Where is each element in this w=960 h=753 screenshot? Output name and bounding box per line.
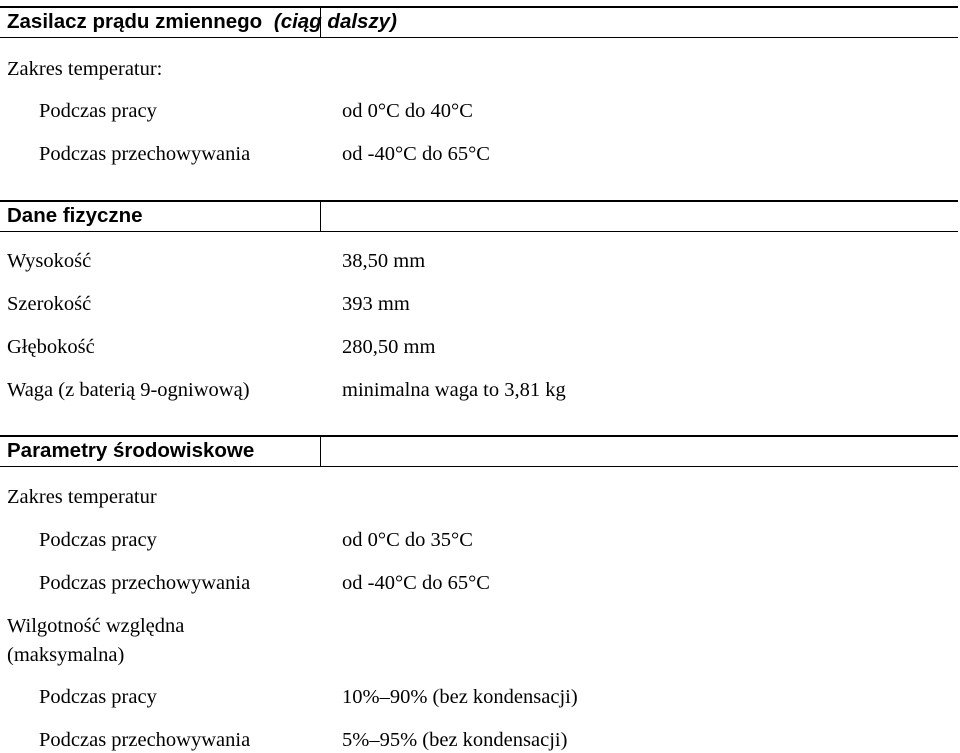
weight-value: minimalna waga to 3,81 kg — [342, 379, 566, 401]
env-operating-value: od 0°C do 35°C — [342, 529, 473, 551]
height-value: 38,50 mm — [342, 250, 426, 272]
depth-label: Głębokość — [7, 336, 95, 358]
weight-label: Waga (z baterią 9-ogniwową) — [7, 379, 250, 401]
section-header-ac-adapter — [0, 6, 958, 38]
section-header-physical — [0, 200, 958, 232]
width-label: Szerokość — [7, 293, 92, 315]
section-title: Dane fizyczne — [7, 204, 143, 227]
temp-range-label: Zakres temperatur: — [7, 58, 163, 80]
humidity-label-line2: (maksymalna) — [7, 644, 125, 666]
storage-value: od -40°C do 65°C — [342, 143, 490, 165]
section-title: Zasilacz prądu zmiennego — [7, 10, 263, 33]
env-storage-label: Podczas przechowywania — [39, 572, 251, 594]
env-storage-value: od -40°C do 65°C — [342, 572, 490, 594]
section-header-environment — [0, 435, 958, 467]
humidity-label-line1: Wilgotność względna — [7, 615, 185, 637]
operating-label: Podczas pracy — [39, 100, 157, 122]
section-title-suffix: (ciąg dalszy) — [273, 10, 397, 33]
humidity-operating-label: Podczas pracy — [39, 686, 157, 708]
width-value: 393 mm — [342, 293, 410, 315]
header-divider — [320, 200, 321, 232]
humidity-storage-value: 5%–95% (bez kondensacji) — [342, 729, 568, 751]
section-title: Parametry środowiskowe — [7, 439, 255, 462]
operating-value: od 0°C do 40°C — [342, 100, 473, 122]
depth-value: 280,50 mm — [342, 336, 436, 358]
header-divider — [320, 6, 321, 38]
humidity-operating-value: 10%–90% (bez kondensacji) — [342, 686, 578, 708]
env-temp-range-label: Zakres temperatur — [7, 486, 157, 508]
env-operating-label: Podczas pracy — [39, 529, 157, 551]
height-label: Wysokość — [7, 250, 92, 272]
header-divider — [320, 435, 321, 467]
humidity-storage-label: Podczas przechowywania — [39, 729, 251, 751]
storage-label: Podczas przechowywania — [39, 143, 251, 165]
